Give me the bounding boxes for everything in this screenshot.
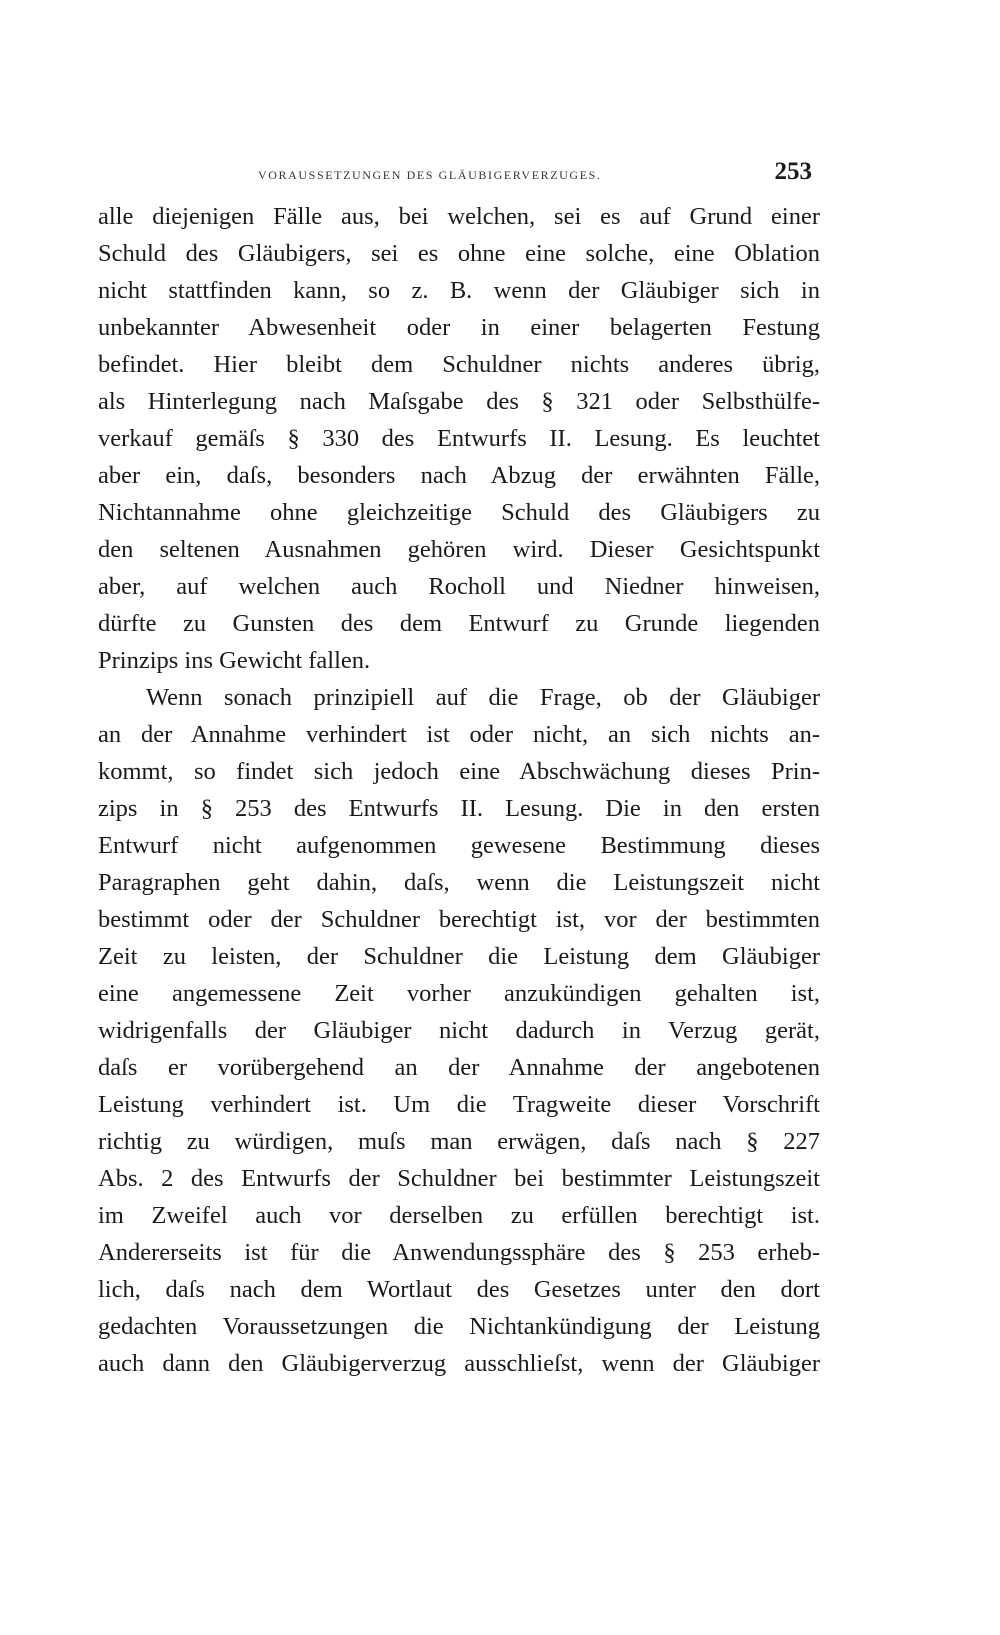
text-line: Abs. 2 des Entwurfs der Schuldner bei bestimmter Leistungszeit [98,1165,820,1192]
text-line: Andererseits ist für die Anwendungssphäre des § 253 erheb- [98,1239,820,1266]
text-line: kommt, so findet sich jedoch eine Abschwächung dieses Prin- [98,758,820,785]
text-line: alle diejenigen Fälle aus, bei welchen, sei es auf Grund einer [98,203,820,230]
text-line: nicht stattfinden kann, so z. B. wenn der Gläubiger sich in [98,277,820,304]
text-line: auch dann den Gläubigerverzug ausschlieſst, wenn der Gläubiger [98,1350,820,1377]
text-line: aber ein, daſs, besonders nach Abzug der erwähnten Fälle, [98,462,820,489]
text-line: eine angemessene Zeit vorher anzukündigen gehalten ist, [98,980,820,1007]
text-line: Nichtannahme ohne gleichzeitige Schuld des Gläubigers zu [98,499,820,526]
text-line: gedachten Voraussetzungen die Nichtankündigung der Leistung [98,1313,820,1340]
text-line: richtig zu würdigen, muſs man erwägen, daſs nach § 227 [98,1128,820,1155]
text-line: Wenn sonach prinzipiell auf die Frage, ob der Gläubiger [146,684,820,711]
page-header [98,158,820,198]
text-line: Paragraphen geht dahin, daſs, wenn die Leistungszeit nicht [98,869,820,896]
text-line: zips in § 253 des Entwurfs II. Lesung. Die in den ersten [98,795,820,822]
document-page [98,158,820,1382]
body-text [98,198,820,1382]
text-line: Schuld des Gläubigers, sei es ohne eine solche, eine Oblation [98,240,820,267]
text-line: unbekannter Abwesenheit oder in einer belagerten Festung [98,314,820,341]
text-line: daſs er vorübergehend an der Annahme der angebotenen [98,1054,820,1081]
text-line: im Zweifel auch vor derselben zu erfüllen berechtigt ist. [98,1202,820,1229]
text-line: lich, daſs nach dem Wortlaut des Gesetzes unter den dort [98,1276,820,1303]
text-line: Leistung verhindert ist. Um die Tragweite dieser Vorschrift [98,1091,820,1118]
running-head: VORAUSSETZUNGEN DES GLÄUBIGERVERZUGES. [258,168,602,182]
text-line: Prinzips ins Gewicht fallen. [98,647,371,674]
text-line: dürfte zu Gunsten des dem Entwurf zu Grunde liegenden [98,610,820,637]
text-line: bestimmt oder der Schuldner berechtigt ist, vor der bestimmten [98,906,820,933]
text-line: befindet. Hier bleibt dem Schuldner nichts anderes übrig, [98,351,820,378]
text-line: als Hinterlegung nach Maſsgabe des § 321 oder Selbsthülfe- [98,388,820,415]
text-line: an der Annahme verhindert ist oder nicht, an sich nichts an- [98,721,820,748]
text-line: Zeit zu leisten, der Schuldner die Leistung dem Gläubiger [98,943,820,970]
text-line: widrigenfalls der Gläubiger nicht dadurch in Verzug gerät, [98,1017,820,1044]
text-line: den seltenen Ausnahmen gehören wird. Dieser Gesichtspunkt [98,536,820,563]
text-line: verkauf gemäſs § 330 des Entwurfs II. Lesung. Es leuchtet [98,425,820,452]
text-line: aber, auf welchen auch Rocholl und Niedner hinweisen, [98,573,820,600]
page-number: 253 [774,158,812,185]
text-line: Entwurf nicht aufgenommen gewesene Bestimmung dieses [98,832,820,859]
